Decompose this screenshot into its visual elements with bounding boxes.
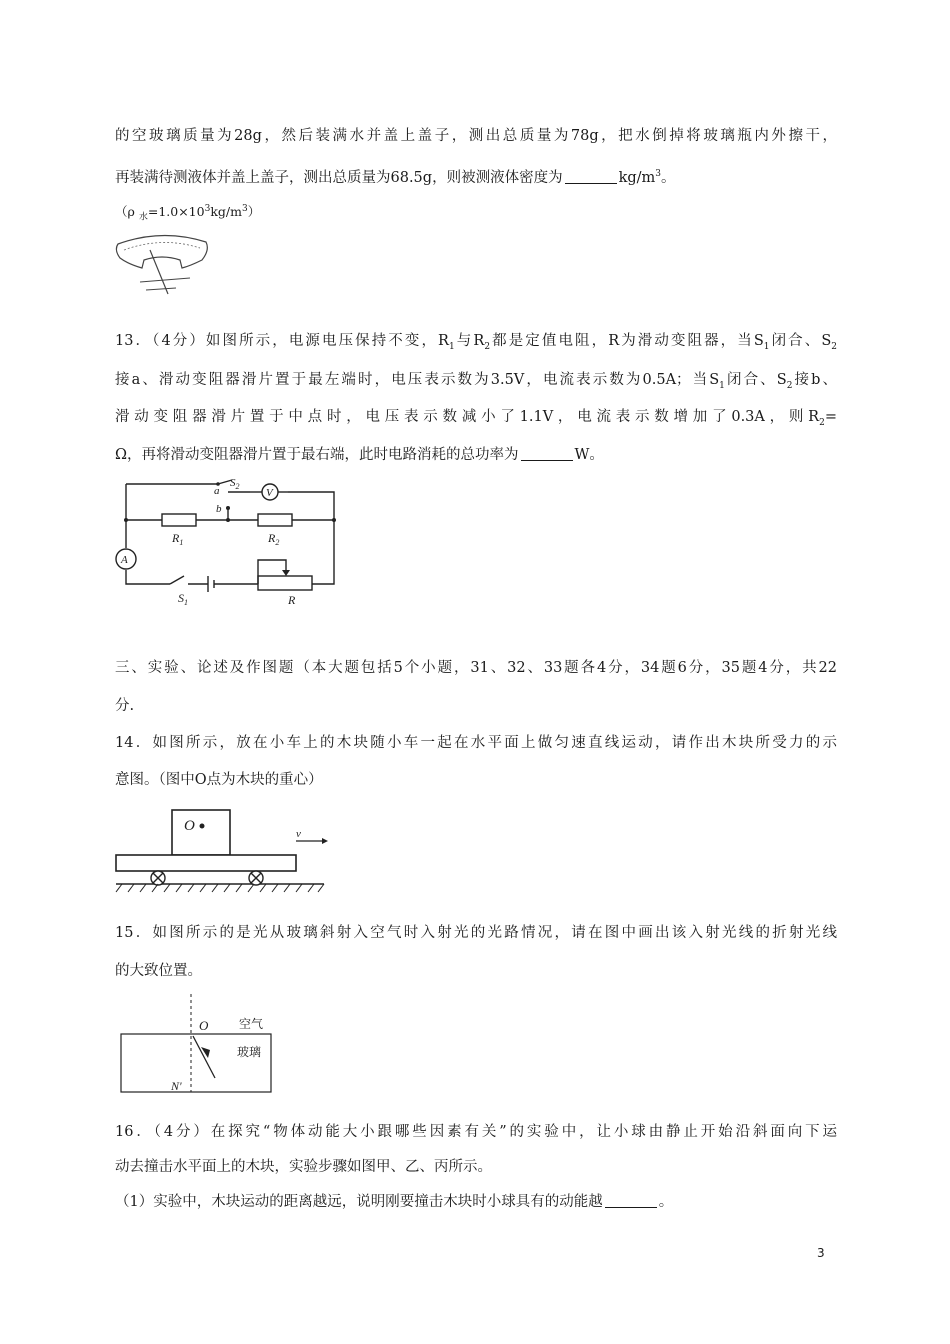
q16-line-3 bbox=[115, 1192, 673, 1212]
q12-unit-sup: 3 bbox=[655, 169, 662, 179]
circuit-label-a: a bbox=[214, 485, 220, 497]
q13-line-2 bbox=[115, 370, 837, 396]
refraction-label-air: 空气 bbox=[239, 1017, 264, 1031]
q13-l1-sub2: 2 bbox=[484, 341, 491, 352]
q13-l1-sub3: 1 bbox=[763, 341, 770, 352]
refraction-label-glass: 玻璃 bbox=[237, 1045, 262, 1059]
circuit-label-b: b bbox=[216, 503, 222, 515]
q16-l3b: 。 bbox=[658, 1194, 674, 1210]
answer-blank-power[interactable] bbox=[521, 446, 573, 461]
q13-l3b: = bbox=[824, 409, 837, 425]
q12-note-sub: 水 bbox=[138, 212, 148, 223]
wooden-block bbox=[172, 810, 230, 855]
q12-note bbox=[115, 199, 260, 228]
q13-l2-sub2: 2 bbox=[786, 380, 793, 391]
center-of-gravity-dot bbox=[200, 824, 205, 829]
q16-line-2: 动去撞击水平面上的木块，实验步骤如图甲、乙、丙所示。 bbox=[115, 1159, 492, 1175]
answer-blank-density[interactable] bbox=[565, 169, 617, 184]
q15-line-2: 的大致位置。 bbox=[115, 963, 202, 979]
refraction-label-n: N' bbox=[171, 1079, 182, 1093]
q15-line-1: 15．如图所示的是光从玻璃斜射入空气时入射光的光路情况，请在图中画出该入射光线的折射光线 bbox=[115, 925, 837, 941]
q14-line-1: 14．如图所示，放在小车上的木块随小车一起在水平面上做匀速直线运动，请作出木块所受力的示 bbox=[115, 735, 837, 751]
q13-l2a: 接a、滑动变阻器滑片置于最左端时，电压表示数为3.5V，电流表示数为0.5A；当S bbox=[115, 372, 720, 388]
ammeter-label: A bbox=[121, 554, 128, 566]
q13-l2b: 闭合、S bbox=[724, 372, 787, 388]
q13-line-4 bbox=[115, 445, 604, 465]
q12-note-c: kg/m bbox=[210, 204, 242, 220]
circuit-label-r: R bbox=[288, 593, 296, 607]
q12-line-2 bbox=[115, 164, 676, 188]
q13-l1c: 都是定值电阻，R为滑动变阻器，当S bbox=[490, 333, 764, 349]
q12-line-2-text: 再装满待测液体并盖上盖子，测出总质量为68.5g，则被测液体密度为 bbox=[115, 169, 563, 186]
page-number: 3 bbox=[817, 1246, 825, 1260]
q13-l2c: 接b、 bbox=[792, 372, 837, 388]
cart-label-o: O bbox=[184, 818, 195, 834]
q14-cart-figure bbox=[110, 800, 335, 900]
q15-refraction-figure bbox=[115, 992, 285, 1102]
q13-l3a: 滑动变阻器滑片置于中点时，电压表示数减小了1.1V，电流表示数增加了0.3A，则R bbox=[115, 409, 820, 425]
q13-line-1 bbox=[115, 331, 837, 357]
q12-note-b: =1.0×10 bbox=[147, 204, 205, 220]
q12-note-a: （ρ bbox=[115, 204, 139, 220]
q13-circuit-figure bbox=[110, 472, 350, 607]
q12-line-1: 的空玻璃质量为28g，然后装满水并盖上盖子，测出总质量为78g，把水倒掉将玻璃瓶内外擦干， bbox=[115, 128, 837, 144]
section3-line-2: 分. bbox=[115, 698, 135, 714]
circuit-label-r2: $R_2$ bbox=[268, 531, 280, 547]
q12-note-sup2: 3 bbox=[241, 204, 248, 214]
velocity-arrow-icon bbox=[322, 838, 328, 844]
circuit-label-s1: $S_1$ bbox=[178, 591, 188, 607]
q14-line-2: 意图。（图中O点为木块的重心） bbox=[115, 772, 323, 788]
q13-l1a: 13．（4分）如图所示，电源电压保持不变，R bbox=[115, 333, 449, 349]
voltmeter-label: V bbox=[266, 487, 273, 499]
q12-note-sup: 3 bbox=[204, 204, 211, 214]
refraction-label-o: O bbox=[199, 1018, 209, 1033]
q13-l1-sub1: 1 bbox=[448, 341, 455, 352]
q12-scale-figure bbox=[110, 230, 215, 302]
cart-label-v: v bbox=[296, 828, 301, 840]
q13-l4a: Ω，再将滑动变阻器滑片置于最右端，此时电路消耗的总功率为 bbox=[115, 447, 519, 463]
q13-l4b: W。 bbox=[574, 447, 604, 463]
cart-board bbox=[116, 855, 296, 871]
q12-note-d: ） bbox=[247, 204, 261, 220]
q12-end: 。 bbox=[661, 169, 676, 186]
q16-line-1: 16．（4分）在探究“物体动能大小跟哪些因素有关”的实验中，让小球由静止开始沿斜面向下运 bbox=[115, 1124, 837, 1140]
q13-l2-sub1: 1 bbox=[719, 380, 725, 391]
q16-l3a: （1）实验中，木块运动的距离越远，说明刚要撞击木块时小球具有的动能越 bbox=[115, 1194, 603, 1210]
q13-line-3 bbox=[115, 407, 837, 433]
q13-l3-sub: 2 bbox=[819, 417, 825, 428]
section3-line-1: 三、实验、论述及作图题（本大题包括5个小题，31、32、33题各4分，34题6分，35题4分，共22 bbox=[115, 660, 837, 676]
q13-l1d: 闭合、S bbox=[769, 333, 832, 349]
q13-l1-sub4: 2 bbox=[831, 341, 838, 352]
circuit-label-r1: $R_1$ bbox=[172, 531, 184, 547]
circuit-label-s2: $S_2$ bbox=[230, 477, 240, 491]
answer-blank-kinetic[interactable] bbox=[605, 1193, 657, 1208]
q13-l1b: 与R bbox=[454, 333, 485, 349]
q12-unit: kg/m bbox=[618, 169, 656, 186]
